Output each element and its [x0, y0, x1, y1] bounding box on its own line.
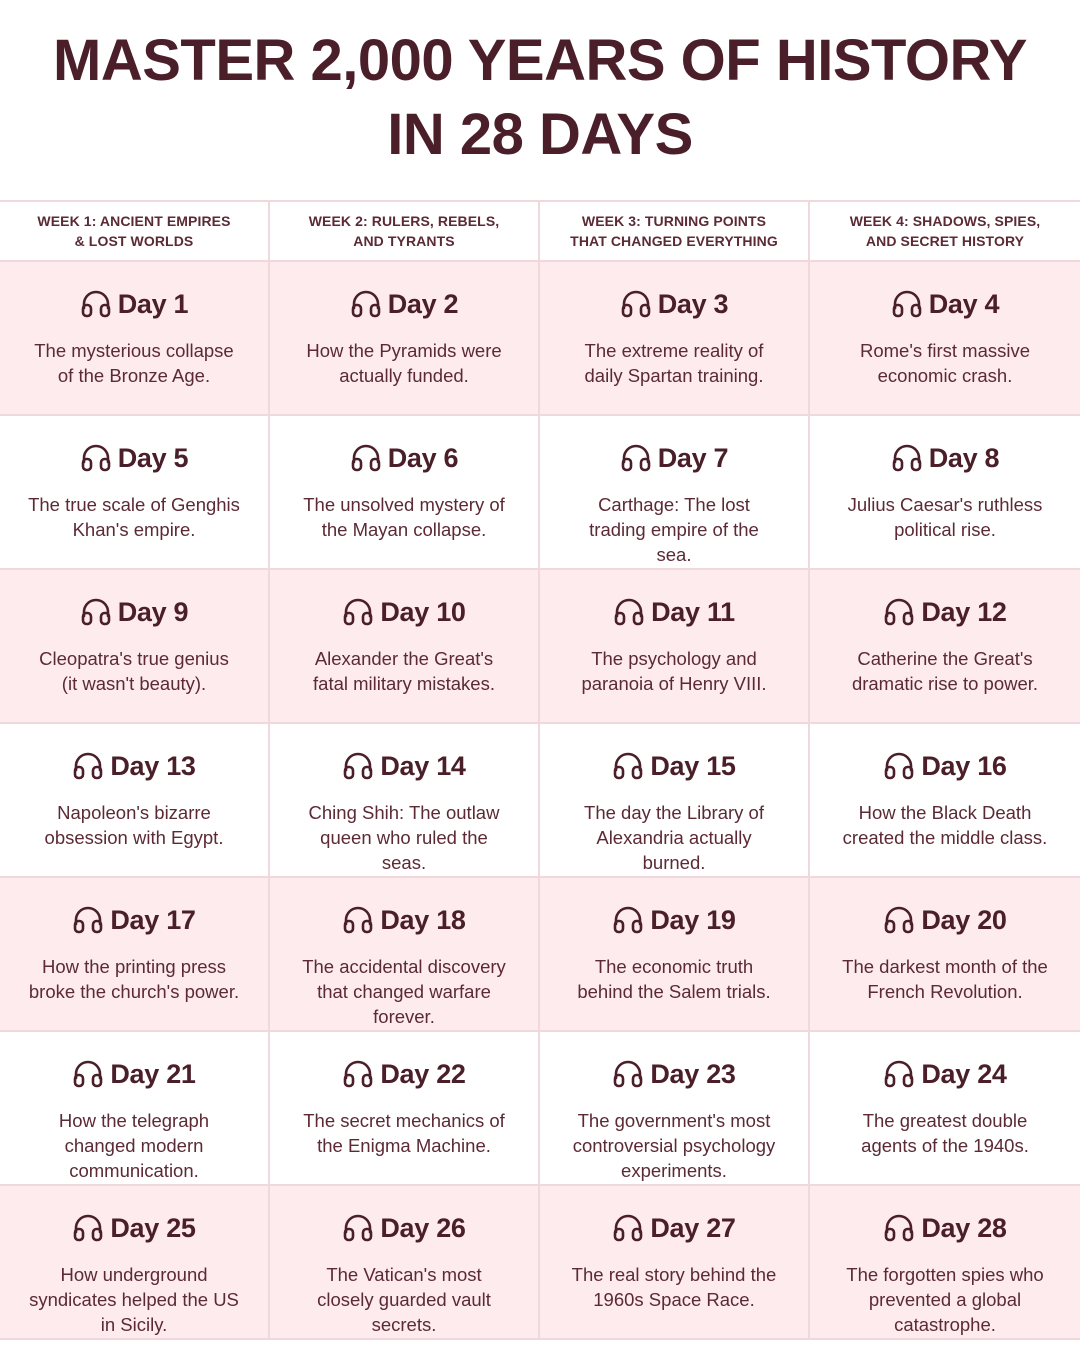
day-card-6 [270, 416, 540, 570]
day-card-18 [270, 878, 540, 1032]
day-card-15 [540, 724, 810, 878]
day-heading [810, 1210, 1080, 1246]
day-description: The government's most controversial psychology experiments. [572, 1110, 776, 1181]
headphones-icon [342, 1214, 374, 1242]
page-title: MASTER 2,000 YEARS OF HISTORY IN 28 DAYS [53, 28, 1027, 167]
day-description: How the Pyramids were actually funded. [306, 340, 502, 386]
day-heading [270, 594, 538, 630]
headphones-icon [883, 906, 915, 934]
day-label: Day 10 [380, 596, 466, 627]
day-label: Day 14 [380, 750, 466, 781]
day-card-8 [810, 416, 1080, 570]
day-description: The Vatican's most closely guarded vault secrets. [317, 1264, 491, 1335]
headphones-icon [72, 752, 104, 780]
day-card-23 [540, 1032, 810, 1186]
day-label: Day 21 [110, 1058, 196, 1089]
day-label: Day 11 [651, 596, 735, 627]
day-heading [810, 902, 1080, 938]
headphones-icon [612, 1214, 644, 1242]
headphones-icon [72, 1214, 104, 1242]
day-description: The unsolved mystery of the Mayan collapse. [303, 494, 505, 540]
day-card-28 [810, 1186, 1080, 1340]
day-description: How the Black Death created the middle class. [842, 802, 1048, 848]
headphones-icon [342, 752, 374, 780]
day-description: Rome's first massive economic crash. [859, 340, 1031, 386]
headphones-icon [72, 906, 104, 934]
day-card-17 [0, 878, 270, 1032]
day-label: Day 3 [657, 288, 729, 319]
headphones-icon [80, 444, 112, 472]
week-header [270, 202, 540, 262]
day-description: Julius Caesar's ruthless political rise. [847, 494, 1043, 540]
day-heading [540, 902, 808, 938]
day-heading [540, 440, 808, 476]
headphones-icon [342, 906, 374, 934]
day-card-10 [270, 570, 540, 724]
day-label: Day 13 [110, 750, 196, 781]
day-card-21 [0, 1032, 270, 1186]
day-heading [810, 748, 1080, 784]
day-description: The mysterious collapse of the Bronze Age. [34, 340, 234, 386]
headphones-icon [620, 290, 652, 318]
day-label: Day 22 [380, 1058, 466, 1089]
day-card-11 [540, 570, 810, 724]
day-card-14 [270, 724, 540, 878]
day-description: The true scale of Genghis Khan's empire. [28, 494, 240, 540]
headphones-icon [612, 1060, 644, 1088]
day-heading [0, 440, 268, 476]
headphones-icon [612, 906, 644, 934]
day-heading [270, 1056, 538, 1092]
headphones-icon [883, 1060, 915, 1088]
headphones-icon [883, 598, 915, 626]
day-description: How the printing press broke the church's power. [28, 956, 240, 1002]
day-heading [0, 748, 268, 784]
day-card-7 [540, 416, 810, 570]
day-heading [0, 594, 268, 630]
day-label: Day 12 [921, 596, 1007, 627]
day-description: The extreme reality of daily Spartan training. [584, 340, 764, 386]
day-description: Carthage: The lost trading empire of the sea. [589, 494, 759, 565]
day-description: How the telegraph changed modern communication. [58, 1110, 210, 1181]
day-card-2 [270, 262, 540, 416]
day-card-4 [810, 262, 1080, 416]
headphones-icon [620, 444, 652, 472]
headphones-icon [891, 444, 923, 472]
day-label: Day 27 [650, 1212, 736, 1243]
headphones-icon [891, 290, 923, 318]
day-label: Day 26 [380, 1212, 466, 1243]
headphones-icon [72, 1060, 104, 1088]
day-description: The forgotten spies who prevented a global catastrophe. [846, 1264, 1044, 1335]
day-label: Day 24 [921, 1058, 1007, 1089]
week-header-label: WEEK 2: RULERS, REBELS, AND TYRANTS [308, 213, 500, 249]
day-card-3 [540, 262, 810, 416]
headphones-icon [350, 444, 382, 472]
day-card-12 [810, 570, 1080, 724]
day-card-22 [270, 1032, 540, 1186]
day-card-19 [540, 878, 810, 1032]
day-card-24 [810, 1032, 1080, 1186]
day-label: Day 25 [110, 1212, 196, 1243]
day-heading [540, 286, 808, 322]
day-card-20 [810, 878, 1080, 1032]
day-card-16 [810, 724, 1080, 878]
day-heading [540, 594, 808, 630]
day-label: Day 20 [921, 904, 1007, 935]
day-label: Day 5 [117, 442, 189, 473]
day-description: Alexander the Great's fatal military mistakes. [313, 648, 495, 694]
day-heading [0, 902, 268, 938]
week-header [0, 202, 270, 262]
headphones-icon [350, 290, 382, 318]
week-header-label: WEEK 3: TURNING POINTS THAT CHANGED EVERYTHING [570, 213, 778, 249]
day-heading [270, 902, 538, 938]
headphones-icon [613, 598, 645, 626]
day-heading [810, 1056, 1080, 1092]
day-description: Ching Shih: The outlaw queen who ruled the seas. [308, 802, 500, 873]
day-label: Day 28 [921, 1212, 1007, 1243]
day-label: Day 9 [117, 596, 189, 627]
day-description: The accidental discovery that changed warfare forever. [302, 956, 506, 1027]
day-description: How underground syndicates helped the US in Sicily. [29, 1264, 239, 1335]
headphones-icon [342, 1060, 374, 1088]
day-heading [810, 286, 1080, 322]
headphones-icon [883, 1214, 915, 1242]
day-heading [810, 440, 1080, 476]
day-heading [270, 286, 538, 322]
day-heading [270, 440, 538, 476]
day-label: Day 23 [650, 1058, 736, 1089]
day-description: The day the Library of Alexandria actually burned. [584, 802, 764, 873]
day-heading [540, 1056, 808, 1092]
day-label: Day 2 [387, 288, 459, 319]
week-header [810, 202, 1080, 262]
day-description: Napoleon's bizarre obsession with Egypt. [44, 802, 224, 848]
day-description: The darkest month of the French Revolution. [842, 956, 1048, 1002]
day-heading [270, 748, 538, 784]
day-heading [540, 1210, 808, 1246]
day-description: The economic truth behind the Salem trials. [577, 956, 771, 1002]
day-description: Cleopatra's true genius (it wasn't beauty). [39, 648, 229, 694]
day-card-26 [270, 1186, 540, 1340]
day-card-1 [0, 262, 270, 416]
day-label: Day 4 [928, 288, 1000, 319]
headphones-icon [342, 598, 374, 626]
day-card-25 [0, 1186, 270, 1340]
day-description: The secret mechanics of the Enigma Machine. [303, 1110, 505, 1156]
week-header-label: WEEK 1: ANCIENT EMPIRES & LOST WORLDS [37, 213, 231, 249]
day-heading [0, 1210, 268, 1246]
day-label: Day 19 [650, 904, 736, 935]
week-header [540, 202, 810, 262]
day-label: Day 8 [928, 442, 1000, 473]
day-label: Day 15 [650, 750, 736, 781]
day-heading [810, 594, 1080, 630]
day-card-27 [540, 1186, 810, 1340]
day-card-9 [0, 570, 270, 724]
day-label: Day 1 [117, 288, 189, 319]
headphones-icon [612, 752, 644, 780]
day-label: Day 17 [110, 904, 196, 935]
day-card-5 [0, 416, 270, 570]
day-description: The psychology and paranoia of Henry VIII. [581, 648, 767, 694]
day-label: Day 18 [380, 904, 466, 935]
day-heading [0, 286, 268, 322]
day-heading [540, 748, 808, 784]
headphones-icon [80, 598, 112, 626]
day-card-13 [0, 724, 270, 878]
schedule-grid [0, 200, 1080, 1340]
day-heading [0, 1056, 268, 1092]
day-description: The real story behind the 1960s Space Race. [571, 1264, 777, 1310]
day-label: Day 16 [921, 750, 1007, 781]
day-label: Day 7 [657, 442, 729, 473]
week-header-label: WEEK 4: SHADOWS, SPIES, AND SECRET HISTORY [849, 213, 1041, 249]
day-description: Catherine the Great's dramatic rise to power. [851, 648, 1039, 694]
headphones-icon [80, 290, 112, 318]
day-description: The greatest double agents of the 1940s. [861, 1110, 1029, 1156]
day-label: Day 6 [387, 442, 459, 473]
headphones-icon [883, 752, 915, 780]
day-heading [270, 1210, 538, 1246]
